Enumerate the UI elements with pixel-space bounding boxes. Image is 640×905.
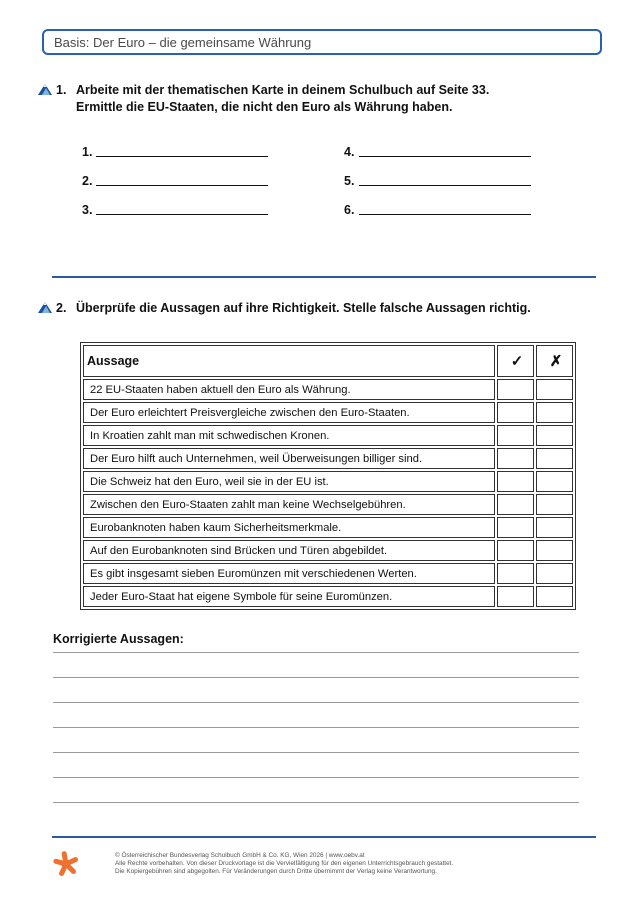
- table-row: [83, 586, 573, 607]
- statements-table: [80, 342, 576, 610]
- statement-cell: Es gibt insgesamt sieben Euromünzen mit verschiedenen Werten.: [83, 563, 495, 584]
- worksheet-header: [42, 29, 602, 55]
- statement-cell: 22 EU-Staaten haben aktuell den Euro als Währung.: [83, 379, 495, 400]
- footer-disclaimer: Die Kopiergebühren sind abgegolten. Für Veränderungen durch Dritte übernimmt der Verlag keine Verantwortung.: [115, 868, 437, 875]
- statement-cell: Zwischen den Euro-Staaten zahlt man keine Wechselgebühren.: [83, 494, 495, 515]
- true-checkbox-cell[interactable]: [497, 471, 534, 492]
- false-checkbox-cell[interactable]: [536, 517, 573, 538]
- table-row: [83, 494, 573, 515]
- writing-line[interactable]: [53, 652, 579, 653]
- answer-blank-label: 1.: [82, 145, 93, 159]
- false-checkbox-cell[interactable]: [536, 563, 573, 584]
- true-checkbox-cell[interactable]: [497, 448, 534, 469]
- answer-blank-line[interactable]: [96, 185, 268, 186]
- writing-line[interactable]: [53, 777, 579, 778]
- corrections-label: Korrigierte Aussagen:: [53, 632, 184, 646]
- false-checkbox-cell[interactable]: [536, 586, 573, 607]
- answer-blank-label: 2.: [82, 174, 93, 188]
- false-checkbox-cell[interactable]: [536, 540, 573, 561]
- answer-blank-label: 3.: [82, 203, 93, 217]
- false-checkbox-cell[interactable]: [536, 471, 573, 492]
- false-column-header: ✗: [536, 345, 573, 377]
- true-checkbox-cell[interactable]: [497, 517, 534, 538]
- table-row: [83, 448, 573, 469]
- answer-blank-label: 4.: [344, 145, 355, 159]
- mountain-icon: [38, 83, 52, 95]
- task-2-instruction: Überprüfe die Aussagen auf ihre Richtigkeit. Stelle falsche Aussagen richtig.: [76, 301, 531, 315]
- task-1-number: 1.: [56, 83, 67, 97]
- statement-cell: In Kroatien zahlt man mit schwedischen Kronen.: [83, 425, 495, 446]
- table-header-row: [83, 345, 573, 377]
- table-row: [83, 402, 573, 423]
- section-divider: [52, 276, 596, 278]
- true-checkbox-cell[interactable]: [497, 402, 534, 423]
- false-checkbox-cell[interactable]: [536, 402, 573, 423]
- false-checkbox-cell[interactable]: [536, 494, 573, 515]
- true-checkbox-cell[interactable]: [497, 540, 534, 561]
- statement-cell: Der Euro erleichtert Preisvergleiche zwischen den Euro-Staaten.: [83, 402, 495, 423]
- true-checkbox-cell[interactable]: [497, 379, 534, 400]
- false-checkbox-cell[interactable]: [536, 448, 573, 469]
- footer-rights: Alle Rechte vorbehalten. Von dieser Druckvorlage ist die Vervielfältigung für den eigenen Unterrichtsgebrauch gestattet.: [115, 860, 454, 867]
- answer-blank-line[interactable]: [359, 214, 531, 215]
- statement-cell: Eurobanknoten haben kaum Sicherheitsmerkmale.: [83, 517, 495, 538]
- true-column-header: ✓: [497, 345, 534, 377]
- task-2-number: 2.: [56, 301, 67, 315]
- true-checkbox-cell[interactable]: [497, 563, 534, 584]
- footer-divider: [52, 836, 596, 838]
- writing-line[interactable]: [53, 802, 579, 803]
- statement-cell: Auf den Eurobanknoten sind Brücken und Türen abgebildet.: [83, 540, 495, 561]
- false-checkbox-cell[interactable]: [536, 425, 573, 446]
- statement-cell: Die Schweiz hat den Euro, weil sie in der EU ist.: [83, 471, 495, 492]
- answer-blank-label: 6.: [344, 203, 355, 217]
- mountain-icon: [38, 301, 52, 313]
- answer-blank-line[interactable]: [359, 185, 531, 186]
- footer-copyright: © Österreichischer Bundesverlag Schulbuch GmbH & Co. KG, Wien 2026 | www.oebv.at: [115, 852, 365, 859]
- table-row: [83, 379, 573, 400]
- table-row: [83, 425, 573, 446]
- table-row: [83, 563, 573, 584]
- answer-blank-line[interactable]: [96, 156, 268, 157]
- writing-line[interactable]: [53, 677, 579, 678]
- writing-line[interactable]: [53, 752, 579, 753]
- writing-line[interactable]: [53, 702, 579, 703]
- statement-cell: Jeder Euro-Staat hat eigene Symbole für seine Euromünzen.: [83, 586, 495, 607]
- true-checkbox-cell[interactable]: [497, 586, 534, 607]
- answer-blank-line[interactable]: [359, 156, 531, 157]
- table-row: [83, 540, 573, 561]
- true-checkbox-cell[interactable]: [497, 425, 534, 446]
- table-row: [83, 471, 573, 492]
- answer-blank-line[interactable]: [96, 214, 268, 215]
- answer-blank-label: 5.: [344, 174, 355, 188]
- false-checkbox-cell[interactable]: [536, 379, 573, 400]
- writing-line[interactable]: [53, 727, 579, 728]
- statement-column-header: Aussage: [83, 345, 495, 377]
- oebv-logo-icon: [53, 850, 79, 878]
- task-1-line-1: Arbeite mit der thematischen Karte in deinem Schulbuch auf Seite 33.: [76, 83, 490, 97]
- worksheet-title: Basis: Der Euro – die gemeinsame Währung: [54, 35, 312, 50]
- table-row: [83, 517, 573, 538]
- task-1-line-2: Ermittle die EU-Staaten, die nicht den Euro als Währung haben.: [76, 100, 453, 114]
- true-checkbox-cell[interactable]: [497, 494, 534, 515]
- statement-cell: Der Euro hilft auch Unternehmen, weil Überweisungen billiger sind.: [83, 448, 495, 469]
